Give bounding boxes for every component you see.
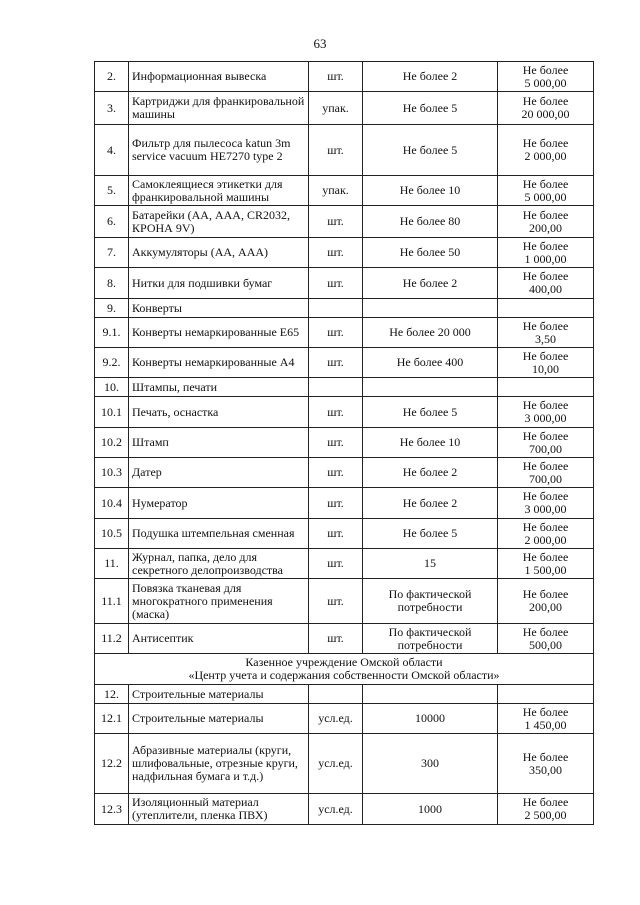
- table-row: [95, 125, 594, 176]
- price-cell: [498, 125, 594, 176]
- quantity-cell: Не более 5: [363, 519, 498, 549]
- price-cell: [498, 206, 594, 238]
- table-row: [95, 519, 594, 549]
- unit-cell: [309, 299, 363, 318]
- unit-cell: упак.: [309, 92, 363, 125]
- page-number: 63: [313, 36, 327, 51]
- price-limit-label: Не более: [522, 428, 569, 443]
- item-name: Датер: [129, 458, 309, 488]
- quantity-cell: 10000: [363, 704, 498, 734]
- price-value: 500,00: [529, 637, 562, 652]
- price-value: 1 450,00: [524, 717, 567, 732]
- item-name: Антисептик: [129, 624, 309, 654]
- price-value: 1 500,00: [524, 562, 567, 577]
- group-row: [95, 378, 594, 397]
- unit-cell: шт.: [309, 624, 363, 654]
- org-header-row: [95, 654, 594, 685]
- group-row: [95, 299, 594, 318]
- table-row: [95, 238, 594, 268]
- price-value: 3 000,00: [524, 411, 567, 425]
- price-value: 3,50: [535, 331, 556, 346]
- table-row: [95, 704, 594, 734]
- price-value: 350,00: [529, 762, 562, 777]
- price-limit-label: Не более: [522, 587, 569, 601]
- price-value: 700,00: [529, 471, 562, 486]
- unit-cell: шт.: [309, 125, 363, 176]
- row-number: 3.: [95, 92, 129, 125]
- row-number: 10.2: [95, 428, 129, 458]
- price-cell: [498, 299, 594, 318]
- table-row: [95, 268, 594, 299]
- quantity-cell: [363, 378, 498, 397]
- quantity-cell: Не более 80: [363, 206, 498, 238]
- price-cell: [498, 734, 594, 794]
- item-name: Картриджи для франкировальной машины: [129, 92, 309, 125]
- unit-cell: [309, 378, 363, 397]
- price-limit-label: Не более: [522, 238, 569, 253]
- row-number: 7.: [95, 238, 129, 268]
- table-row: [95, 428, 594, 458]
- price-cell: [498, 238, 594, 268]
- price-value: 5 000,00: [524, 75, 567, 90]
- table-row: [95, 62, 594, 92]
- price-limit-label: Не более: [522, 62, 569, 77]
- price-cell: [498, 397, 594, 428]
- row-number: 11.1: [95, 579, 129, 624]
- price-cell: [498, 318, 594, 348]
- unit-cell: шт.: [309, 397, 363, 428]
- quantity-cell: По фактической потребности: [363, 624, 498, 654]
- unit-cell: шт.: [309, 428, 363, 458]
- item-name: Самоклеящиеся этикетки для франкировальной машины: [129, 176, 309, 206]
- price-limit-label: Не более: [522, 94, 569, 108]
- group-title: Строительные материалы: [129, 685, 309, 704]
- row-number: 12.3: [95, 794, 129, 825]
- price-value: 20 000,00: [521, 107, 570, 121]
- unit-cell: шт.: [309, 519, 363, 549]
- unit-cell: шт.: [309, 458, 363, 488]
- item-name: Аккумуляторы (АА, ААА): [129, 238, 309, 268]
- item-name: Абразивные материалы (круги, шлифовальные, отрезные круги, надфильная бумага и т.д.): [129, 734, 309, 794]
- price-limit-label: Не более: [522, 489, 569, 503]
- price-value: 2 000,00: [524, 532, 567, 547]
- item-name: Нитки для подшивки бумаг: [129, 268, 309, 299]
- price-cell: [498, 428, 594, 458]
- row-number: 10.1: [95, 397, 129, 428]
- price-value: 200,00: [529, 600, 562, 614]
- table-row: [95, 794, 594, 825]
- row-number: 10.5: [95, 519, 129, 549]
- quantity-cell: Не более 5: [363, 92, 498, 125]
- price-limit-label: Не более: [522, 207, 569, 222]
- item-name: Батарейки (АА, ААА, CR2032, КРОНА 9V): [129, 206, 309, 238]
- price-limit-label: Не более: [522, 795, 569, 809]
- table-row: [95, 176, 594, 206]
- price-cell: [498, 624, 594, 654]
- table-row: [95, 458, 594, 488]
- price-cell: [498, 549, 594, 579]
- row-number: 9.1.: [95, 318, 129, 348]
- item-name: Фильтр для пылесоса katun 3m service vacuum HE7270 type 2: [129, 125, 309, 176]
- table-row: [95, 397, 594, 428]
- row-number: 11.2: [95, 624, 129, 654]
- row-number: 10.: [95, 378, 129, 397]
- org-header-line: «Центр учета и содержания собственности Омской области»: [188, 668, 500, 682]
- unit-cell: шт.: [309, 488, 363, 519]
- unit-cell: шт.: [309, 62, 363, 92]
- price-cell: [498, 268, 594, 299]
- unit-cell: шт.: [309, 579, 363, 624]
- price-limit-label: Не более: [522, 549, 569, 564]
- price-limit-label: Не более: [522, 519, 569, 534]
- unit-cell: шт.: [309, 238, 363, 268]
- price-limit-label: Не более: [522, 269, 569, 283]
- quantity-cell: 300: [363, 734, 498, 794]
- items-table: [94, 61, 594, 825]
- item-name: Строительные материалы: [129, 704, 309, 734]
- price-limit-label: Не более: [522, 704, 569, 719]
- quantity-cell: Не более 2: [363, 458, 498, 488]
- price-value: 2 500,00: [524, 808, 567, 822]
- unit-cell: шт.: [309, 318, 363, 348]
- price-limit-label: Не более: [522, 348, 569, 363]
- price-limit-label: Не более: [522, 136, 569, 150]
- price-value: 2 000,00: [524, 149, 567, 163]
- price-cell: [498, 794, 594, 825]
- price-value: 10,00: [532, 361, 559, 376]
- price-cell: [498, 62, 594, 92]
- group-row: [95, 685, 594, 704]
- row-number: 8.: [95, 268, 129, 299]
- quantity-cell: Не более 20 000: [363, 318, 498, 348]
- quantity-cell: [363, 299, 498, 318]
- quantity-cell: Не более 10: [363, 428, 498, 458]
- quantity-cell: Не более 10: [363, 176, 498, 206]
- table-row: [95, 488, 594, 519]
- row-number: 11.: [95, 549, 129, 579]
- row-number: 10.4: [95, 488, 129, 519]
- price-limit-label: Не более: [522, 624, 569, 639]
- quantity-cell: [363, 685, 498, 704]
- price-cell: [498, 519, 594, 549]
- price-cell: [498, 704, 594, 734]
- item-name: Конверты немаркированные А4: [129, 348, 309, 378]
- price-cell: [498, 348, 594, 378]
- item-name: Изоляционный материал (утеплители, пленка ПВХ): [129, 794, 309, 825]
- item-name: Журнал, папка, дело для секретного делопроизводства: [129, 549, 309, 579]
- quantity-cell: Не более 2: [363, 488, 498, 519]
- item-name: Повязка тканевая для многократного применения (маска): [129, 579, 309, 624]
- table-row: [95, 318, 594, 348]
- row-number: 12.1: [95, 704, 129, 734]
- quantity-cell: Не более 5: [363, 125, 498, 176]
- item-name: Штамп: [129, 428, 309, 458]
- quantity-cell: Не более 2: [363, 268, 498, 299]
- price-cell: [498, 488, 594, 519]
- table-row: [95, 624, 594, 654]
- item-name: Подушка штемпельная сменная: [129, 519, 309, 549]
- row-number: 4.: [95, 125, 129, 176]
- table-row: [95, 206, 594, 238]
- price-value: 700,00: [529, 441, 562, 456]
- table-row: [95, 92, 594, 125]
- item-name: Нумератор: [129, 488, 309, 519]
- unit-cell: шт.: [309, 348, 363, 378]
- unit-cell: шт.: [309, 206, 363, 238]
- unit-cell: упак.: [309, 176, 363, 206]
- unit-cell: усл.ед.: [309, 794, 363, 825]
- price-cell: [498, 92, 594, 125]
- group-title: Штампы, печати: [129, 378, 309, 397]
- quantity-cell: Не более 5: [363, 397, 498, 428]
- unit-cell: [309, 685, 363, 704]
- org-header-cell: [95, 654, 594, 685]
- price-cell: [498, 378, 594, 397]
- unit-cell: шт.: [309, 268, 363, 299]
- unit-cell: усл.ед.: [309, 734, 363, 794]
- price-limit-label: Не более: [522, 176, 569, 191]
- group-title: Конверты: [129, 299, 309, 318]
- quantity-cell: 15: [363, 549, 498, 579]
- price-value: 1 000,00: [524, 251, 567, 266]
- price-limit-label: Не более: [522, 398, 569, 412]
- price-cell: [498, 458, 594, 488]
- row-number: 9.: [95, 299, 129, 318]
- price-cell: [498, 579, 594, 624]
- row-number: 12.2: [95, 734, 129, 794]
- price-limit-label: Не более: [522, 749, 569, 764]
- price-value: 5 000,00: [524, 189, 567, 204]
- item-name: Конверты немаркированные Е65: [129, 318, 309, 348]
- row-number: 2.: [95, 62, 129, 92]
- unit-cell: шт.: [309, 549, 363, 579]
- row-number: 12.: [95, 685, 129, 704]
- item-name: Информационная вывеска: [129, 62, 309, 92]
- price-value: 400,00: [529, 282, 562, 296]
- quantity-cell: По фактической потребности: [363, 579, 498, 624]
- unit-cell: усл.ед.: [309, 704, 363, 734]
- quantity-cell: Не более 400: [363, 348, 498, 378]
- item-name: Печать, оснастка: [129, 397, 309, 428]
- price-cell: [498, 176, 594, 206]
- table-row: [95, 348, 594, 378]
- quantity-cell: 1000: [363, 794, 498, 825]
- quantity-cell: Не более 50: [363, 238, 498, 268]
- table-row: [95, 579, 594, 624]
- price-limit-label: Не более: [522, 458, 569, 473]
- row-number: 10.3: [95, 458, 129, 488]
- row-number: 9.2.: [95, 348, 129, 378]
- table-row: [95, 549, 594, 579]
- table-row: [95, 734, 594, 794]
- row-number: 6.: [95, 206, 129, 238]
- row-number: 5.: [95, 176, 129, 206]
- price-value: 200,00: [529, 220, 562, 235]
- price-cell: [498, 685, 594, 704]
- quantity-cell: Не более 2: [363, 62, 498, 92]
- price-limit-label: Не более: [522, 318, 569, 333]
- org-header-line: Казенное учреждение Омской области: [245, 655, 443, 669]
- price-value: 3 000,00: [524, 502, 567, 516]
